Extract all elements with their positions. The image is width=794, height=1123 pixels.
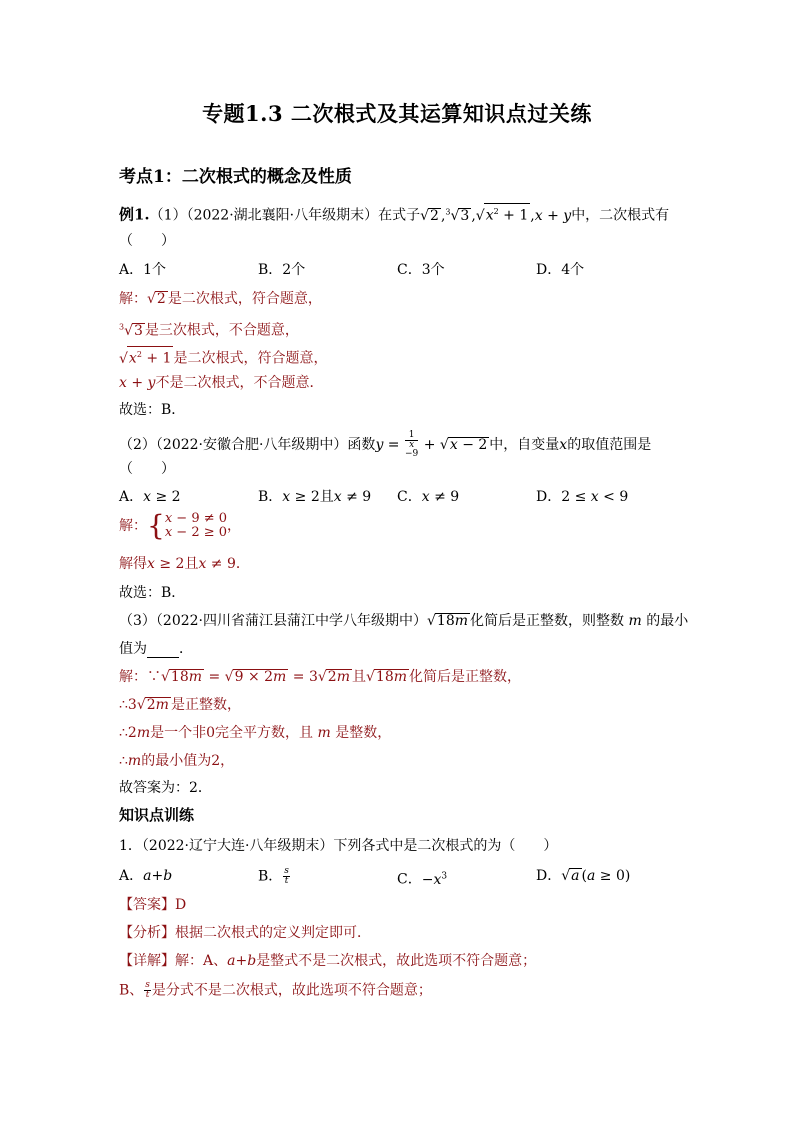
example-label: 例1. — [119, 205, 150, 224]
ex1-option-c: C．$-x^3$ — [397, 871, 448, 888]
opt-label: B． — [258, 868, 283, 885]
and-text: 且 — [184, 556, 199, 572]
ex1-detail-1: 【详解】解：A、a+b是整式不是二次根式，故此选项不符合题意； — [119, 953, 537, 969]
detail-text: 解：A、 — [175, 953, 228, 969]
q2-answer: 故选：B． — [119, 585, 186, 601]
opt-label: C． — [397, 489, 422, 505]
ex1-analysis: 【分析】根据二次根式的定义判定即可． — [119, 925, 371, 941]
answer-blank — [147, 643, 179, 658]
opt-label: A． — [119, 868, 144, 884]
sol-text-2: 是整数， — [335, 725, 392, 741]
detail-text-2: 是整式不是二次根式，故此选项不符合题意； — [256, 953, 537, 969]
q2-paren: （ ） — [119, 461, 175, 477]
opt-label: B． — [258, 489, 283, 505]
ex1-detail-2: B、 $\frac{s}{t}$ 是分式不是二次根式，故此选项不符合题意； — [119, 980, 432, 1000]
q2-question: （2）（2022·安徽合肥·八年级期中）函数y = 1 x −9 + √x − 2 中，自变量x的取值范围是 — [119, 430, 652, 459]
q1-option-c: C．3个 — [397, 262, 445, 278]
q3-line2: 值为 — [119, 641, 147, 657]
sol-text: 解得 — [119, 556, 147, 572]
q3-answer: 故答案为：2． — [119, 780, 212, 796]
q1-solution-1: 解：√2 是二次根式，符合题意， — [119, 291, 322, 307]
opt-label: A． — [119, 489, 144, 505]
section-heading-2: 知识点训练 — [119, 806, 195, 824]
q2-option-d: D．2 ≤ x < 9 — [536, 489, 629, 505]
q2-option-c: C．x ≠ 9 — [397, 489, 460, 505]
opt-label: D． — [536, 489, 562, 505]
ex1-option-a: A．a+b — [119, 868, 173, 884]
opt-label: C． — [397, 871, 422, 888]
sol-text: 是一个非0完全平方数，且 — [150, 725, 314, 741]
q1-answer: 故选：B． — [119, 402, 186, 418]
q2-option-a: A．x ≥ 2 — [119, 489, 181, 505]
q1-option-a: A．1个 — [119, 262, 167, 278]
q3-solution-1: 解：∵√18m = √9 × 2m = 3√2m 且√18m 化简后是正整数， — [119, 669, 522, 685]
q1-solution-3: $√x^2 + 1$ 是二次根式，符合题意， — [119, 346, 327, 368]
sol-label: 解： — [119, 518, 147, 534]
page-title: 专题1.3 二次根式及其运算知识点过关练 — [202, 101, 592, 126]
sol-text: 化简后是正整数， — [409, 669, 522, 685]
sol-text: 是正整数， — [170, 697, 241, 713]
ex1-answer: 【答案】D — [119, 897, 187, 913]
q2-option-b: B．x ≥ 2且x ≠ 9 — [258, 489, 372, 505]
detail-label: 【详解】 — [119, 953, 175, 969]
sol-text: 是二次根式，符合题意， — [167, 291, 322, 307]
sol-text: 不是二次根式，不合题意． — [155, 375, 324, 391]
q2-suffix-2: 的取值范围是 — [567, 437, 652, 453]
q1-paren: （ ） — [119, 233, 175, 249]
detail-text-2: 是分式不是二次根式，故此选项不符合题意； — [151, 982, 432, 999]
q2-prefix: （2）（2022·安徽合肥·八年级期中）函数 — [119, 437, 376, 453]
q3-question-line2: 值为 ． — [119, 641, 193, 657]
q1-option-d: D．4个 — [536, 262, 585, 278]
q3-question: （3）（2022·四川省蒲江县蒲江中学八年级期中）√18m 化简后是正整数，则整数 m 的最小 — [119, 613, 689, 629]
exercise-1-question: 1．（2022·辽宁大连·八年级期末）下列各式中是二次根式的为（ ） — [119, 838, 558, 854]
q3-solution-3: ∴2m是一个非0完全平方数，且 m 是整数， — [119, 725, 392, 741]
and-text: 且 — [319, 489, 334, 505]
q3-solution-2: ∴3√2m 是正整数， — [119, 697, 241, 713]
example-1-question: 例1.（1）（2022·湖北襄阳·八年级期末）在式子√2 ,$^3$√3 $,√x^2 + 1$ ,x + y中，二次根式有 — [119, 203, 669, 225]
sol-text: 是二次根式，符合题意， — [173, 350, 328, 367]
q1-solution-4: x + y不是二次根式，不合题意． — [119, 375, 324, 391]
q3-prefix: （3）（2022·四川省蒲江县蒲江中学八年级期中） — [119, 613, 427, 629]
q1-option-b: B．2个 — [258, 262, 306, 278]
q1-solution-2: $^3$√3 是三次根式，不合题意， — [119, 322, 299, 339]
q3-suffix: 化简后是正整数，则整数 — [470, 613, 625, 629]
q1-suffix: 中，二次根式有 — [571, 207, 670, 224]
q2-suffix: 中，自变量 — [489, 437, 560, 453]
q3-suffix-2: 的最小 — [646, 613, 689, 629]
sol-label: 解：∵ — [119, 669, 161, 685]
q2-solution-1: 解：{ x − 9 ≠ 0 x − 2 ≥ 0 ， — [119, 509, 242, 542]
sol-text: 是三次根式，不合题意， — [144, 322, 299, 339]
ex1-option-d: D．√a (a ≥ 0) — [536, 868, 631, 884]
ex1-option-b: B． $\frac{s}{t}$ — [258, 866, 289, 886]
opt-label: D． — [536, 868, 562, 884]
q1-prefix: （1）（2022·湖北襄阳·八年级期末）在式子 — [149, 207, 421, 224]
q2-solution-2: 解得x ≥ 2且x ≠ 9． — [119, 556, 250, 572]
sol-label: 解： — [119, 291, 147, 307]
and-text: 且 — [352, 669, 366, 685]
q3-solution-4: ∴m的最小值为2， — [119, 753, 235, 769]
detail-text: B、 — [119, 982, 144, 999]
section-heading-1: 考点1：二次根式的概念及性质 — [119, 167, 352, 187]
sol-text: 的最小值为2， — [141, 753, 235, 769]
